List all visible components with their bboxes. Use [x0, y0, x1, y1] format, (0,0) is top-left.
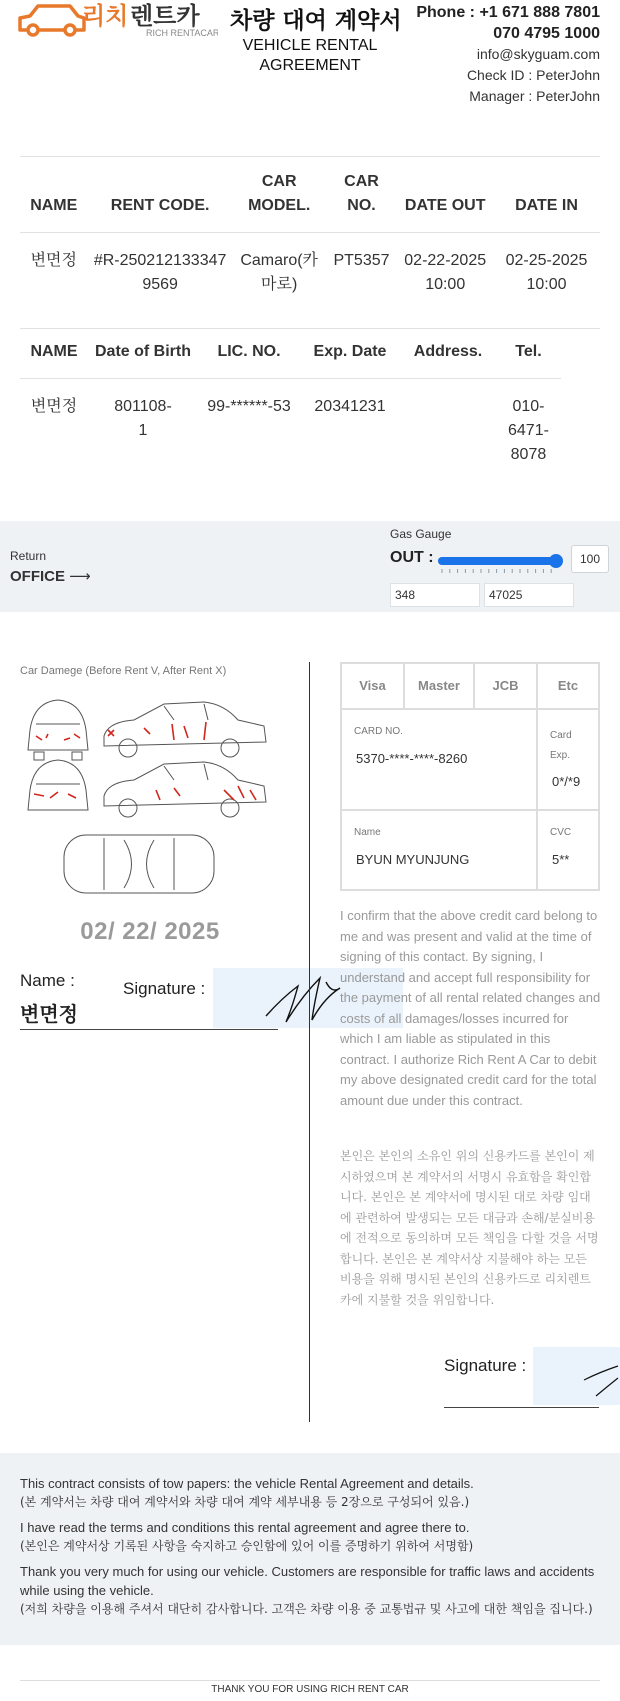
table-row [20, 379, 561, 468]
card-brand-visa[interactable]: Visa [342, 664, 405, 710]
gas-gauge-label: Gas Gauge [390, 527, 452, 541]
card-brand-etc[interactable]: Etc [538, 664, 600, 710]
company-logo [18, 0, 218, 42]
odometer-out-field[interactable]: 348 [390, 583, 480, 607]
card-exp-label-line2: Exp. [550, 750, 571, 761]
footer-p2-en: I have read the terms and conditions this rental agreement and agree there to. [20, 1520, 470, 1535]
col-header-date-in: DATE IN [515, 197, 578, 214]
contract-date: 02/ 22/ 2025 [80, 918, 220, 945]
damage-caption: Car Damege (Before Rent V, After Rent X) [20, 665, 227, 677]
card-signature-label: Signature : [444, 1356, 527, 1375]
col-header-date-of-birth: Date of Birth [95, 343, 191, 360]
footer-divider [20, 1680, 600, 1681]
divider [20, 328, 600, 329]
cell-rent-code: #R-2502121333479569 [93, 252, 227, 293]
col-header-name: NAME [30, 197, 78, 214]
card-exp-cell [538, 710, 600, 811]
card-name-value: BYUN MYUNJUNG [356, 852, 470, 867]
cell-car-no: PT5357 [333, 252, 390, 269]
card-number-value: 5370-****-****-8260 [356, 751, 468, 766]
document-title-korean: 차량 대여 계약서 [230, 8, 402, 34]
signature-label: Signature : [123, 979, 206, 998]
odometer-in-field[interactable]: 47025 [484, 583, 574, 607]
card-exp-label [538, 710, 598, 766]
col-header-name: NAME [30, 343, 78, 360]
phone-secondary: 070 4795 1000 [493, 25, 600, 42]
cell-name: 변면정 [30, 252, 77, 269]
footer-p1-ko: (본 계약서는 차량 대여 계약서와 차량 대여 계약 세부내용 등 2장으로 구성되어 있음.) [20, 1495, 470, 1509]
col-header-exp-date: Exp. Date [313, 343, 387, 360]
card-cvc-label: CVC [550, 827, 572, 838]
card-exp-value: 0*/*9 [552, 774, 581, 789]
contact-info [416, 2, 600, 107]
gauge-section [0, 521, 620, 612]
col-header-car-model: CAR MODEL. [248, 173, 311, 214]
cell-exp-date: 20341231 [314, 398, 386, 415]
renter-name-label: Name : [20, 971, 75, 990]
manager: Manager : PeterJohn [469, 88, 600, 104]
cell-car-model: Camaro(카마로) [240, 252, 319, 293]
col-header-address: Address. [413, 343, 483, 360]
card-cvc-value: 5** [552, 852, 570, 867]
gas-gauge-ticks [442, 569, 551, 573]
card-name-label: Name [354, 827, 381, 838]
card-cvc-cell [538, 811, 600, 891]
email: info@skyguam.com [476, 46, 600, 62]
thank-you-note: THANK YOU FOR USING RICH RENT CAR [211, 1684, 409, 1695]
cell-date-of-birth: 801108-1 [114, 398, 172, 439]
cell-date-in: 02-25-2025 10:00 [505, 252, 588, 293]
col-header-tel: Tel. [515, 343, 542, 360]
svg-text:RICH RENTACAR: RICH RENTACAR [146, 28, 218, 38]
footer-paragraph-2 [20, 1518, 605, 1556]
gas-gauge-fill [438, 557, 556, 565]
card-name-cell [342, 811, 538, 891]
gas-out-label: OUT : [390, 549, 434, 566]
cell-date-out: 02-22-2025 10:00 [404, 252, 487, 293]
footer-p3-ko: (저희 차량을 이용해 주셔서 대단히 감사합니다. 고객은 차량 이용 중 교통법규 및 사고에 대한 책임을 집니다.) [20, 1602, 593, 1616]
vertical-divider [309, 662, 310, 1422]
col-header-date-out: DATE OUT [404, 197, 486, 214]
card-signature-underline [444, 1407, 599, 1408]
check-id: Check ID : PeterJohn [466, 67, 600, 83]
footer-p2-ko: (본인은 계약서상 기록된 사항을 숙지하고 승인함에 있어 이를 증명하기 위하여 서명함) [20, 1539, 474, 1553]
footer-p1-en: This contract consists of tow papers: the vehicle Rental Agreement and details. [20, 1476, 474, 1491]
footer-paragraph-1 [20, 1474, 605, 1512]
table-row [20, 233, 600, 298]
cell-name: 변면정 [30, 398, 78, 415]
arrow-right-icon: ⟶ [69, 568, 91, 585]
credit-card-panel [340, 662, 600, 891]
return-office [10, 567, 91, 585]
rental-table [20, 170, 600, 297]
consent-text-english: I confirm that the above credit card belong to me and was present and valid at the time of signing of this contact. By signing, I understand and accept full responsibility for the payment of all rental related changes and costs of all damages/losses incurred for which I am liable as stipulated in this contract. I authorize Rich Rent A Car to debit my above designated credit card for the total amount due under this contract. [340, 908, 601, 1108]
col-header-rent-code: RENT CODE. [110, 197, 210, 214]
driver-table [20, 340, 600, 467]
return-label: Return [10, 549, 47, 563]
card-exp-label-line1: Card [550, 730, 572, 741]
name-underline [20, 1029, 278, 1030]
col-header-car-no: CAR NO. [344, 173, 379, 214]
svg-text:렌트카: 렌트카 [130, 2, 200, 30]
svg-text:리치: 리치 [82, 2, 129, 30]
col-header-license-no: LIC. NO. [217, 343, 281, 360]
footer-p3-en: Thank you very much for using our vehicle. Customers are responsible for traffic laws and accidents while using the vehicle. [20, 1564, 595, 1598]
cell-license-no: 99-******-53 [207, 398, 291, 415]
car-damage-diagram [24, 690, 274, 896]
footer-paragraph-3 [20, 1562, 605, 1619]
consent-text-korean: 본인은 본인의 소유인 위의 신용카드를 본인이 제시하였으며 본 계약서의 서명시 유효함을 확인합니다. 본인은 본 계약서에 명시된 대로 차량 임대에 관련하여 발생되는 모든 대금과 손해/분실비용에 전적으로 동의하며 모든 책임을 다할 것을 서명합니다. 본인은 본 계약서상 지불해야 하는 모든 비용을 위해 명시된 본인의 신용카드로 리치렌트카에 지불할 것을 위임합니다. [340, 1149, 599, 1307]
phone-primary: Phone : +1 671 888 7801 [416, 4, 600, 21]
divider [20, 156, 600, 157]
card-number-cell [342, 710, 538, 811]
card-brand-jcb[interactable]: JCB [475, 664, 538, 710]
document-title-english: VEHICLE RENTAL AGREEMENT [242, 37, 378, 74]
renter-name-value: 변면정 [20, 1002, 78, 1026]
gas-gauge-value[interactable]: 100 [571, 545, 609, 573]
card-number-label: CARD NO. [354, 726, 403, 737]
card-brand-master[interactable]: Master [405, 664, 475, 710]
gas-gauge-slider[interactable] [438, 551, 566, 575]
office-label: OFFICE [10, 568, 65, 585]
card-signature [582, 1356, 620, 1404]
cell-address [400, 379, 496, 468]
cell-tel: 010-6471-8078 [508, 398, 549, 463]
gas-gauge-thumb[interactable] [549, 554, 563, 568]
